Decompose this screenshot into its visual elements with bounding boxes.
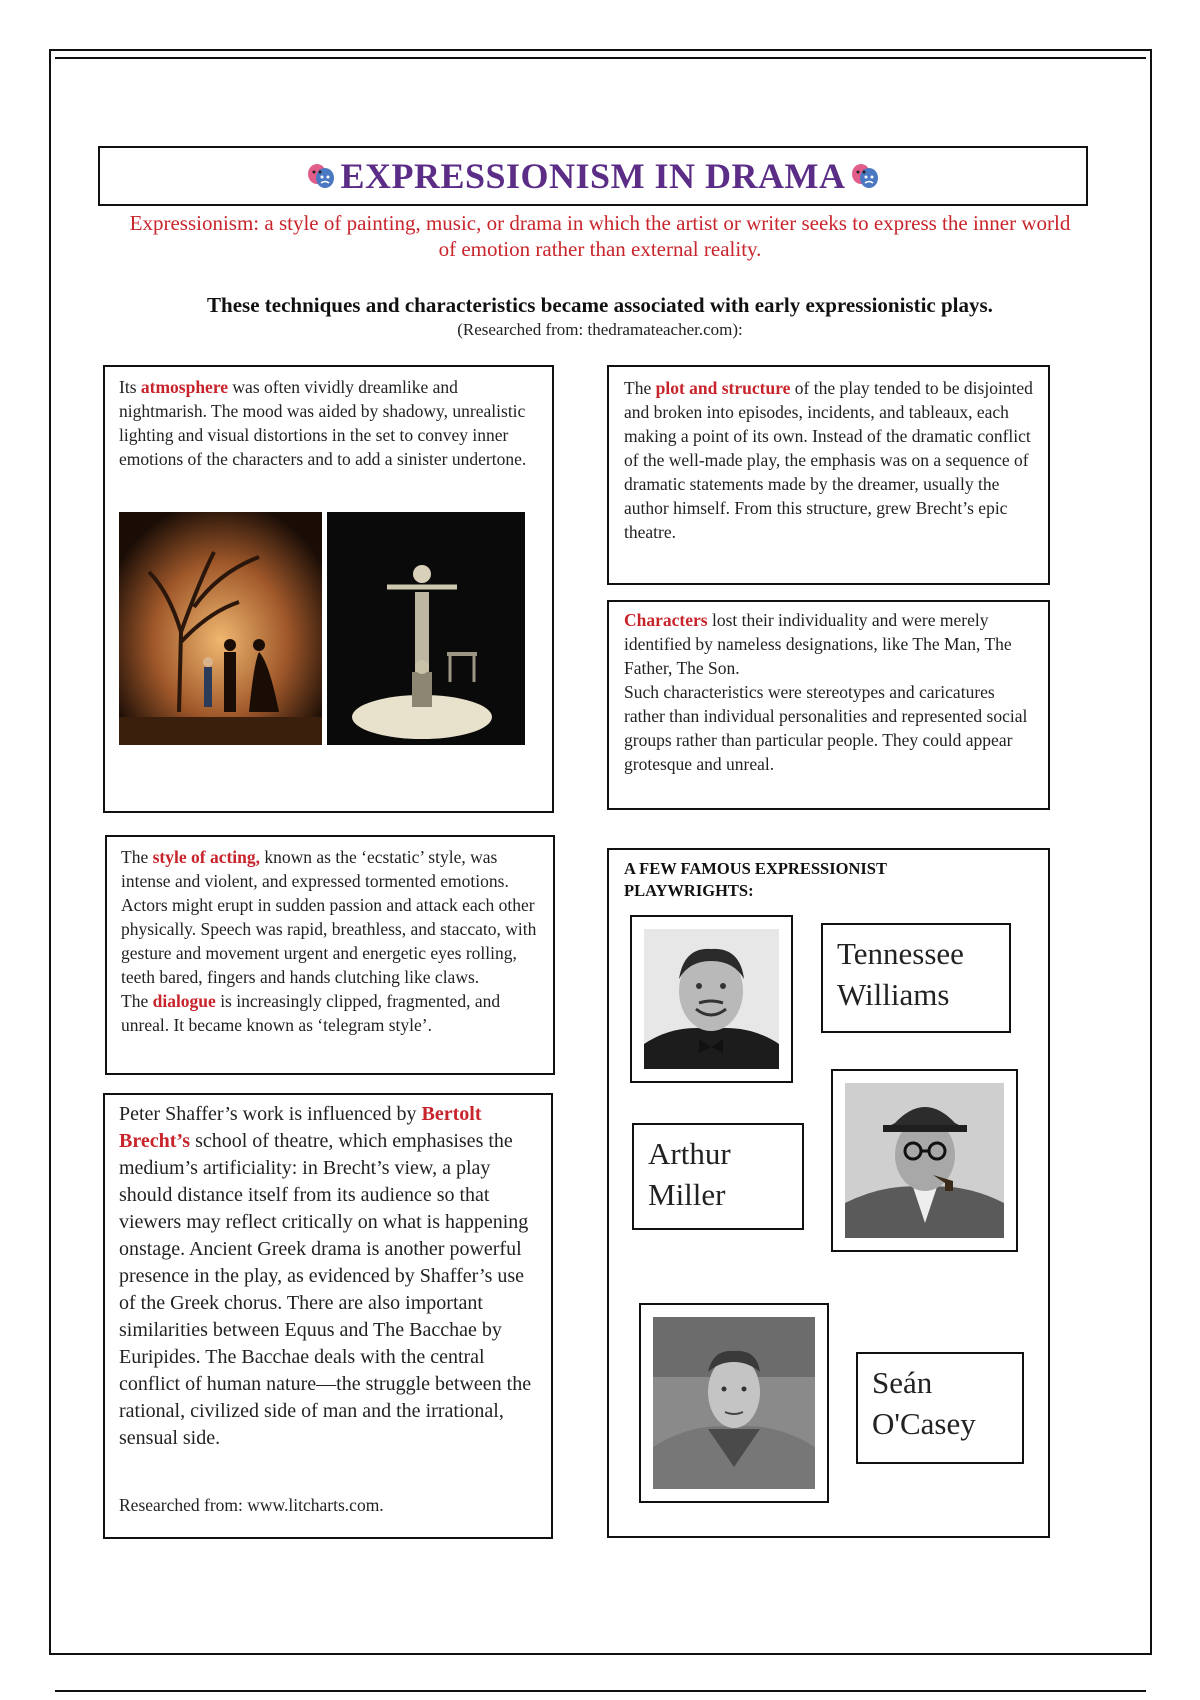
stage-shadows-image bbox=[119, 512, 322, 745]
bottom-rule bbox=[55, 1690, 1146, 1692]
acting-text: The style of acting, known as the ‘ecstatic’ style, was intense and violent, and expressed tormented emotions. Actors might erupt in sudden passion and attack each other physically. Speech was rapid, breathless, and staccato, with gesture and movement urgent and energetic eyes rolling, teeth bared, fingers and hands clutching like claws. The dialogue is increasingly clipped, fragmented, and unreal. It became known as ‘telegram style’. bbox=[121, 847, 537, 1035]
sean-ocasey-photo bbox=[653, 1317, 815, 1489]
plot-keyword: plot and structure bbox=[655, 378, 791, 398]
arthur-miller-photo bbox=[845, 1083, 1004, 1238]
page-title: EXPRESSIONISM IN DRAMA bbox=[340, 156, 846, 196]
plot-box bbox=[607, 365, 1050, 585]
portrait-arthur-miller bbox=[831, 1069, 1018, 1252]
atmosphere-box bbox=[103, 365, 554, 813]
atmosphere-keyword: atmosphere bbox=[140, 377, 229, 397]
playwrights-box bbox=[607, 848, 1050, 1538]
characters-box bbox=[607, 600, 1050, 810]
name-arthur-miller: Arthur Miller bbox=[632, 1123, 804, 1230]
characters-keyword: Characters bbox=[624, 610, 708, 630]
portrait-sean-ocasey bbox=[639, 1303, 829, 1503]
title-box bbox=[98, 146, 1088, 206]
name-sean-ocasey: Seán O'Casey bbox=[856, 1352, 1024, 1464]
theatre-masks-icon bbox=[850, 161, 880, 191]
tennessee-williams-photo bbox=[644, 929, 779, 1069]
plot-text: The plot and structure of the play tended to be disjointed and broken into episodes, incidents, and tableaux, each making a point of its own. Instead of the dramatic conflict of the well-made play, the emphasis was on a sequence of dramatic statements made by the dreamer, usually the author himself. From this structure, grew Brecht’s epic theatre. bbox=[624, 378, 1033, 542]
frame-top-rule bbox=[55, 57, 1146, 59]
intro-heading: These techniques and characteristics became associated with early expressionistic plays. bbox=[207, 293, 993, 317]
shaffer-box bbox=[103, 1093, 553, 1539]
stage-spotlight-image bbox=[327, 512, 525, 745]
intro-source: (Researched from: thedramateacher.com): bbox=[457, 320, 743, 339]
shaffer-keyword: Bertolt Brecht’s bbox=[119, 1103, 482, 1152]
portrait-tennessee-williams bbox=[630, 915, 793, 1083]
acting-keyword: style of acting, bbox=[152, 847, 261, 867]
dialogue-keyword: dialogue bbox=[152, 991, 216, 1011]
name-tennessee-williams: Tennessee Williams bbox=[821, 923, 1011, 1033]
theatre-masks-icon bbox=[306, 161, 336, 191]
shaffer-source: Researched from: www.litcharts.com. bbox=[119, 1495, 384, 1515]
stage-photo-spotlight bbox=[327, 512, 525, 745]
definition: Expressionism: a style of painting, music, or drama in which the artist or writer seeks to express the inner world of emotion rather than external reality. bbox=[129, 211, 1071, 261]
acting-box bbox=[105, 835, 555, 1075]
stage-photo-shadows bbox=[119, 512, 322, 745]
characters-text: Characters lost their individuality and were merely identified by nameless designations, like The Man, The Father, The Son. Such characteristics were stereotypes and caricatures rather than individual personalities and represented social groups rather than particular people. They could appear grotesque and unreal. bbox=[624, 610, 1028, 774]
playwrights-heading: A FEW FAMOUS EXPRESSIONIST PLAYWRIGHTS: bbox=[624, 859, 887, 900]
shaffer-text: Peter Shaffer’s work is influenced by Bertolt Brecht’s school of theatre, which emphasises the medium’s artificiality: in Brecht’s view, a play should distance itself from its audience so that viewers may reflect critically on what is happening onstage. Ancient Greek drama is another powerful presence in the play, as evidenced by Shaffer’s use of the Greek chorus. There are also important similarities between Equus and The Bacchae by Euripides. The Bacchae deals with the central conflict of human nature—the struggle between the rational, civilized side of man and the irrational, sensual side. bbox=[119, 1103, 532, 1449]
atmosphere-text: Its atmosphere was often vividly dreamlike and nightmarish. The mood was aided by shadowy, unrealistic lighting and visual distortions in the set to convey inner emotions of the characters and to add a sinister undertone. bbox=[119, 377, 527, 469]
